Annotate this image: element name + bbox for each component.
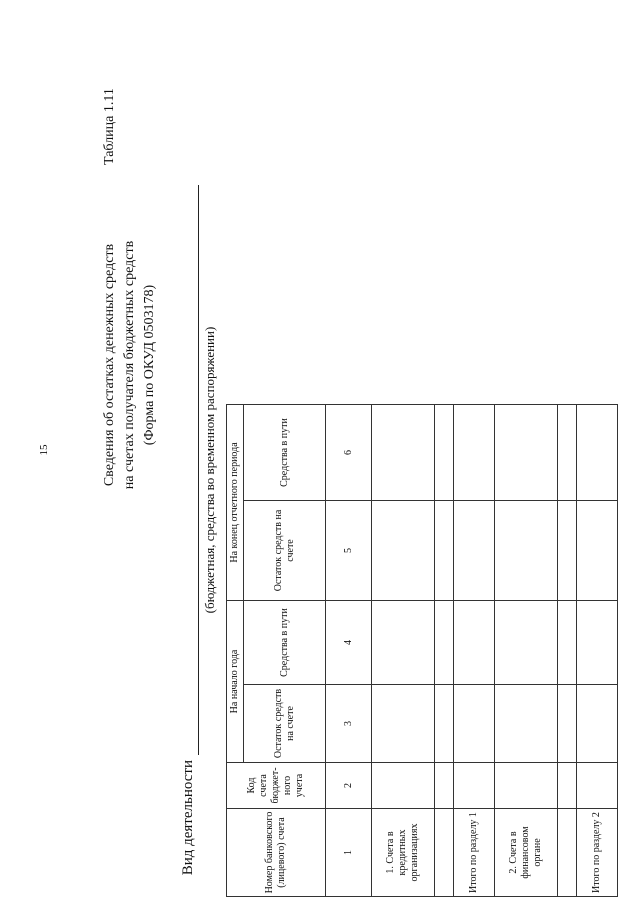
header-account-number: Номер банковского (лицевого) счета — [227, 809, 326, 897]
row-label: Итого по разделу 1 — [454, 809, 495, 897]
column-number: 4 — [326, 601, 372, 685]
header-balance-start: Остаток средств на счете — [244, 685, 326, 763]
activity-note: (бюджетная, средства во временном распоряжении) — [202, 326, 217, 614]
table-cell — [435, 601, 454, 685]
table-cell — [495, 763, 558, 809]
table-row — [372, 405, 435, 897]
table-cell — [577, 685, 618, 763]
header-transit-start: Средства в пути — [244, 601, 326, 685]
table-number: Таблица 1.11 — [102, 88, 117, 165]
table-cell — [454, 601, 495, 685]
table-cell — [454, 685, 495, 763]
row-label: Итого по разделу 2 — [577, 809, 618, 897]
table-cell — [454, 501, 495, 601]
column-number: 5 — [326, 501, 372, 601]
table-cell — [435, 763, 454, 809]
header-row-1 — [227, 405, 244, 897]
table-cell — [558, 501, 577, 601]
row-label — [435, 809, 454, 897]
page-number: 15 — [38, 444, 50, 456]
header-balance-end: Остаток средств на счете — [244, 501, 326, 601]
table-cell — [454, 763, 495, 809]
table-cell — [372, 501, 435, 601]
table-cell — [495, 601, 558, 685]
table-row — [558, 405, 577, 897]
title-line-3: (Форма по ОКУД 0503178) — [142, 284, 157, 446]
balances-table — [226, 404, 618, 897]
table-cell — [558, 601, 577, 685]
table-cell — [577, 601, 618, 685]
activity-label: Вид деятельности — [180, 760, 196, 876]
document-title — [100, 195, 160, 535]
table-cell — [558, 685, 577, 763]
table-cell — [372, 685, 435, 763]
row-label — [558, 809, 577, 897]
title-line-1: Сведения об остатках денежных средств — [102, 243, 117, 487]
table-cell — [372, 405, 435, 501]
header-budget-code: Код счета бюджет-ного учета — [227, 763, 326, 809]
table-row — [577, 405, 618, 897]
activity-fill-line — [198, 185, 199, 755]
table-cell — [435, 405, 454, 501]
table-cell — [372, 763, 435, 809]
table-cell — [435, 501, 454, 601]
table-row — [435, 405, 454, 897]
column-number-row — [326, 405, 372, 897]
table-cell — [577, 501, 618, 601]
table-cell — [577, 763, 618, 809]
table-cell — [495, 685, 558, 763]
table-cell — [454, 405, 495, 501]
header-end-period: На конец отчетного периода — [227, 405, 244, 601]
column-number: 3 — [326, 685, 372, 763]
table-cell — [495, 501, 558, 601]
title-line-2: на счетах получателя бюджетных средств — [122, 240, 137, 490]
column-number: 1 — [326, 809, 372, 897]
header-transit-end: Средства в пути — [244, 405, 326, 501]
table-cell — [558, 763, 577, 809]
column-number: 6 — [326, 405, 372, 501]
table-cell — [495, 405, 558, 501]
table-row — [495, 405, 558, 897]
row-label: 2. Счета в финансовом органе — [495, 809, 558, 897]
table-cell — [577, 405, 618, 501]
table-cell — [435, 685, 454, 763]
header-start-year: На начало года — [227, 601, 244, 763]
table-cell — [558, 405, 577, 501]
table-row — [454, 405, 495, 897]
row-label: 1. Счета в кредитных организациях — [372, 809, 435, 897]
column-number: 2 — [326, 763, 372, 809]
table-cell — [372, 601, 435, 685]
